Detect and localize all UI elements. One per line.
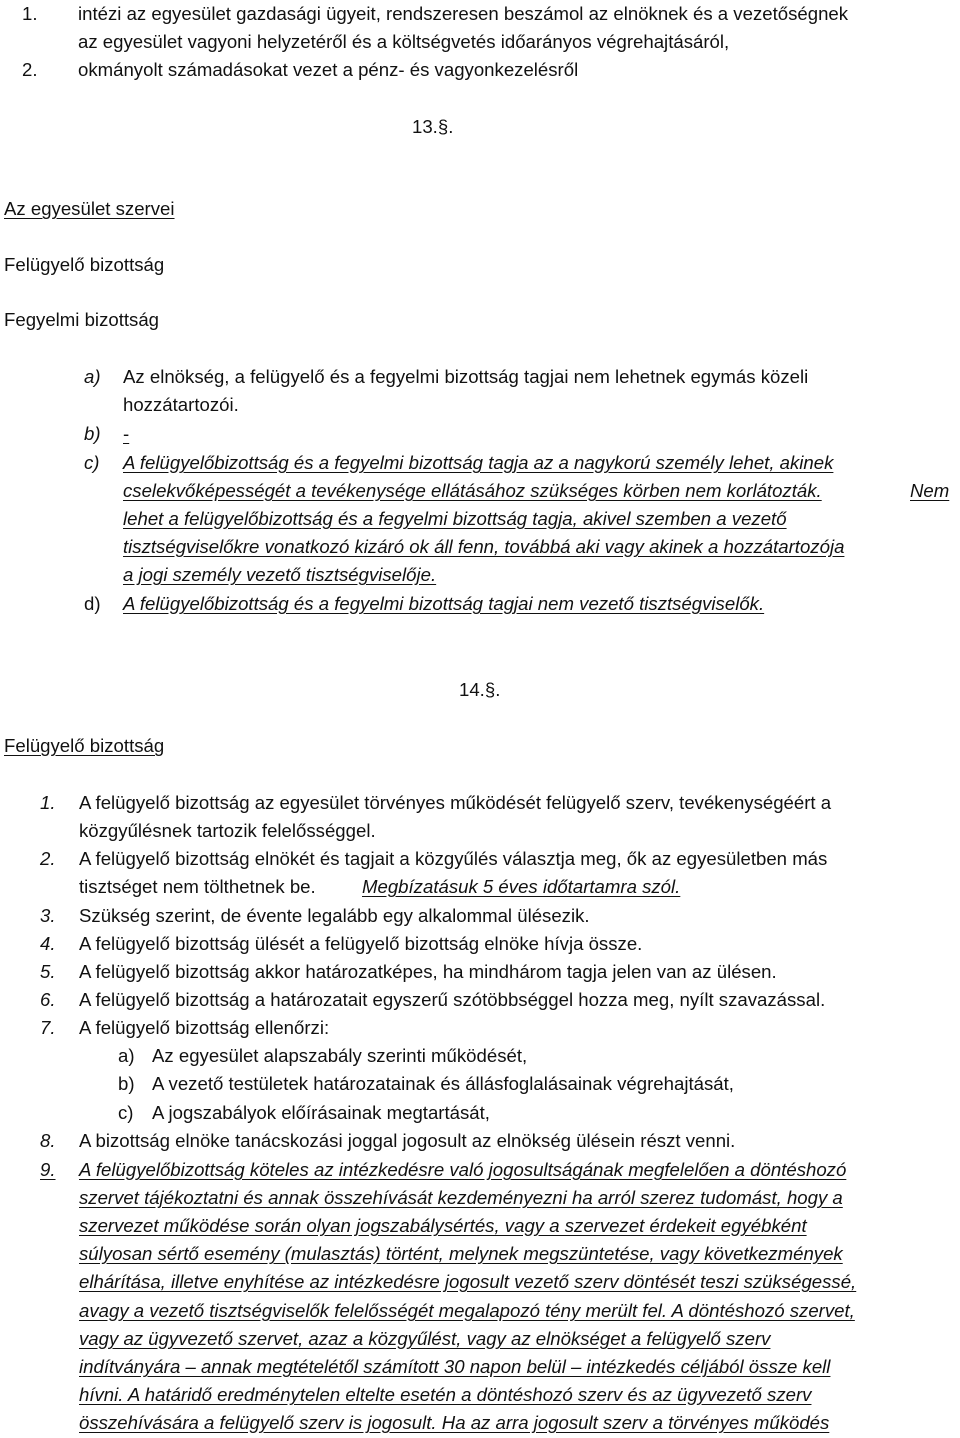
list-item-line: A felügyelő bizottság ellenőrzi: xyxy=(79,1017,330,1038)
organ-label: Fegyelmi bizottság xyxy=(4,309,160,330)
list-item-line: okmányolt számadásokat vezet a pénz- és vagyonkezelésről xyxy=(78,59,579,80)
list-number: 2. xyxy=(22,59,38,80)
list-item-line: súlyosan sértő esemény (mulasztás) történt, melynek megszüntetése, vagy következmények xyxy=(79,1243,843,1264)
item-label: a) xyxy=(84,366,101,387)
item-label: c) xyxy=(84,452,100,473)
item-label: d) xyxy=(84,593,101,614)
list-item-line: A bizottság elnöke tanácskozási joggal jogosult az elnökség ülésein részt venni. xyxy=(79,1130,736,1151)
list-number: 7. xyxy=(40,1017,56,1038)
item-label: b) xyxy=(84,423,101,444)
sub-item: A jogszabályok előírásainak megtartását, xyxy=(152,1102,490,1123)
list-number: 9. xyxy=(40,1159,56,1180)
item-line: hozzátartozói. xyxy=(123,394,239,415)
list-item-line: közgyűlésnek tartozik felelősséggel. xyxy=(79,820,376,841)
sub-label: c) xyxy=(118,1102,134,1123)
list-number: 1. xyxy=(40,792,56,813)
list-item-line: A felügyelő bizottság elnökét és tagjait a közgyűlés választja meg, ők az egyesületben más xyxy=(79,848,828,869)
list-item-line: az egyesület vagyoni helyzetéről és a költségvetés időarányos végrehajtásáról, xyxy=(78,31,730,52)
list-item-line: Szükség szerint, de évente legalább egy alkalommal ülésezik. xyxy=(79,905,590,926)
list-item-line: hívni. A határidő eredménytelen eltelte esetén a döntéshozó szerv és az ügyvezető szerv xyxy=(79,1384,812,1405)
item-line: lehet a felügyelőbizottság és a fegyelmi bizottság tagja, akivel szemben a vezető xyxy=(123,508,787,529)
list-item-line: A felügyelő bizottság ülését a felügyelő bizottság elnöke hívja össze. xyxy=(79,933,643,954)
list-item-line: avagy a vezető tisztségviselők felelősségét megalapozó tény merült fel. A döntéshozó szervet, xyxy=(79,1300,855,1321)
section-title: Az egyesület szervei xyxy=(4,198,175,219)
item-line: A felügyelőbizottság és a fegyelmi bizottság tagjai nem vezető tisztségviselők. xyxy=(123,593,765,614)
list-item-line: vagy az ügyvezető szervet, azaz a közgyűlést, vagy az elnökséget a felügyelő szerv xyxy=(79,1328,771,1349)
list-item-line: indítványára – annak megtételétől számított 30 napon belül – intézkedés céljából össze kell xyxy=(79,1356,831,1377)
sub-item: Az egyesület alapszabály szerinti működését, xyxy=(152,1045,528,1066)
list-number: 4. xyxy=(40,933,56,954)
list-item-line: A felügyelő bizottság az egyesület törvényes működését felügyelő szerv, tevékenységéért a xyxy=(79,792,832,813)
list-item-line: elhárítása, illetve enyhítése az intézkedésre jogosult vezető szerv döntését teszi szükségessé, xyxy=(79,1271,857,1292)
list-item-line: A felügyelő bizottság akkor határozatképes, ha mindhárom tagja jelen van az ülésen. xyxy=(79,961,777,982)
list-item-line: összehívására a felügyelő szerv is jogosult. Ha az arra jogosult szerv a törvényes működés xyxy=(79,1412,830,1433)
list-item-line: szervezet működése során olyan jogszabálysértés, vagy a szervezet érdekeit egyébként xyxy=(79,1215,807,1236)
list-item-line: A felügyelőbizottság köteles az intézkedésre való jogosultságának megfelelően a döntéshozó xyxy=(79,1159,847,1180)
underlined-sentence: Megbízatásuk 5 éves időtartamra szól. xyxy=(362,876,681,897)
item-line: cselekvőképességét a tevékenysége ellátásához szükséges körben nem korlátozták. xyxy=(123,480,822,501)
item-dash: - xyxy=(123,423,130,444)
list-item-line: A felügyelő bizottság a határozatait egyszerű szótöbbséggel hozza meg, nyílt szavazással. xyxy=(79,989,826,1010)
item-line: Nem xyxy=(910,480,950,501)
item-line: Az elnökség, a felügyelő és a fegyelmi bizottság tagjai nem lehetnek egymás közeli xyxy=(123,366,809,387)
list-item-line: szervet tájékoztatni és annak összehívását kezdeményezni ha arról szerez tudomást, hogy a xyxy=(79,1187,843,1208)
organ-label: Felügyelő bizottság xyxy=(4,254,165,275)
sub-item: A vezető testületek határozatainak és állásfoglalásainak végrehajtását, xyxy=(152,1073,734,1094)
item-line: a jogi személy vezető tisztségviselője. xyxy=(123,564,437,585)
list-number: 3. xyxy=(40,905,56,926)
section-number: 13.§. xyxy=(412,116,454,137)
item-line: tisztségviselőkre vonatkozó kizáró ok áll fenn, továbbá aki vagy akinek a hozzátartozója xyxy=(123,536,845,557)
section-title: Felügyelő bizottság xyxy=(4,735,165,756)
item-line: A felügyelőbizottság és a fegyelmi bizottság tagja az a nagykorú személy lehet, akinek xyxy=(123,452,834,473)
list-number: 5. xyxy=(40,961,56,982)
sub-label: b) xyxy=(118,1073,135,1094)
section-number: 14.§. xyxy=(459,679,501,700)
list-item-line: intézi az egyesület gazdasági ügyeit, rendszeresen beszámol az elnöknek és a vezetőségnek xyxy=(78,3,849,24)
list-number: 1. xyxy=(22,3,38,24)
list-item-line: tisztséget nem tölthetnek be. xyxy=(79,876,316,897)
sub-label: a) xyxy=(118,1045,135,1066)
list-number: 2. xyxy=(40,848,56,869)
list-number: 6. xyxy=(40,989,56,1010)
list-number: 8. xyxy=(40,1130,56,1151)
